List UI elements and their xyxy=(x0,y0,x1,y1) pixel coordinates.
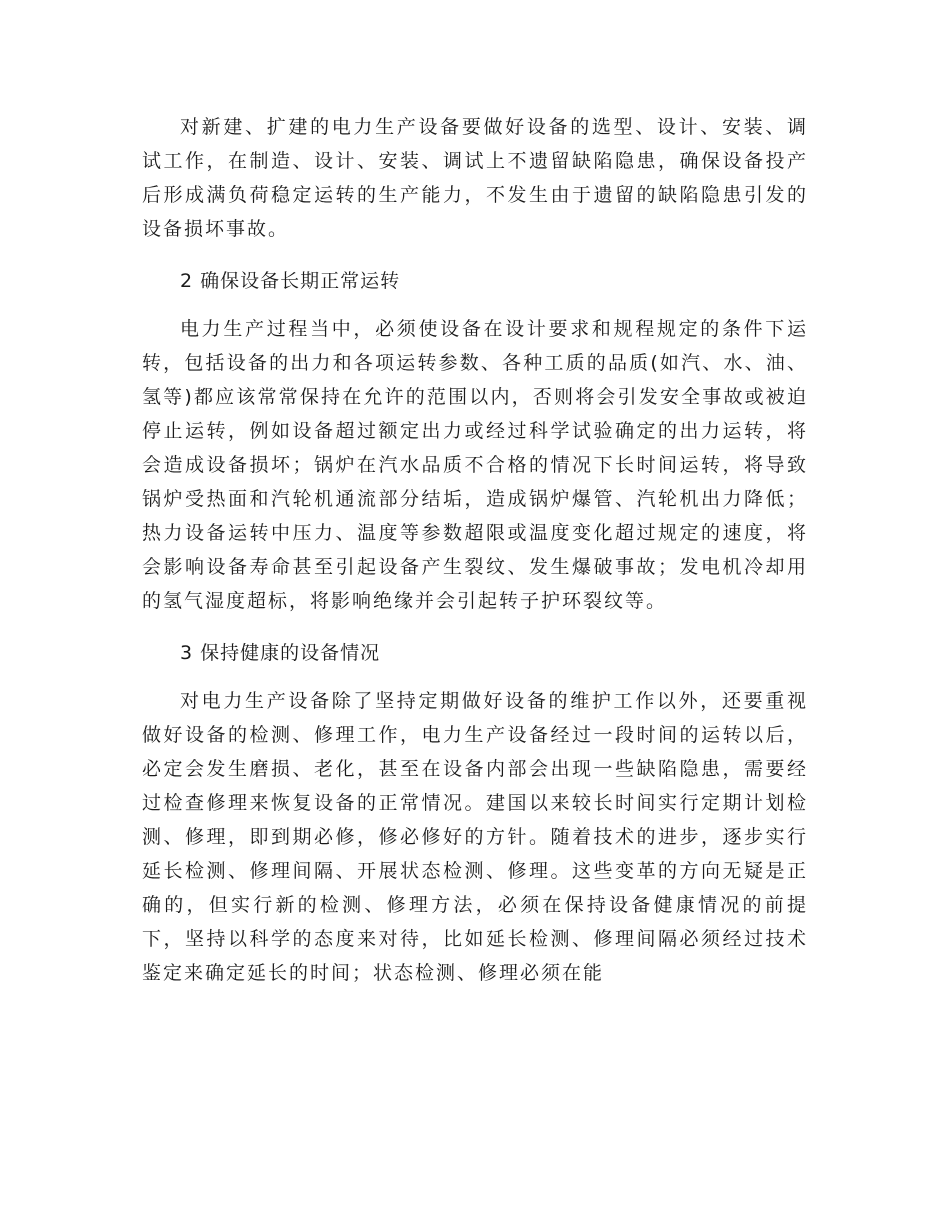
section-heading-3: 3 保持健康的设备情况 xyxy=(180,642,381,664)
section-heading-2: 2 确保设备长期正常运转 xyxy=(180,270,401,292)
paragraph-equipment-health: 对电力生产设备除了坚持定期做好设备的维护工作以外，还要重视做好设备的检测、修理工作，电力生产设备经过一段时间的运转以后，必定会发生磨损、老化，甚至在设备内部会出现一些缺陷隐患，需要经过检查修理来恢复设备的正常情况。建国以来较长时间实行定期计划检测、修理，即到期必修，修必修好的方针。随着技术的进步，逐步实行延长检测、修理间隔、开展状态检测、修理。这些变革的方向无疑是正确的，但实行新的检测、修理方法，必须在保持设备健康情况的前提下，坚持以科学的态度来对待，比如延长检测、修理间隔必须经过技术鉴定来确定延长的时间；状态检测、修理必须在能 xyxy=(142,690,808,984)
paragraph-equipment-selection: 对新建、扩建的电力生产设备要做好设备的选型、设计、安装、调试工作，在制造、设计、安装、调试上不遗留缺陷隐患，确保设备投产后形成满负荷稳定运转的生产能力，不发生由于遗留的缺陷隐患引发的设备损坏事故。 xyxy=(142,116,808,240)
paragraph-normal-operation: 电力生产过程当中，必须使设备在设计要求和规程规定的条件下运转，包括设备的出力和各项运转参数、各种工质的品质(如汽、水、油、氢等)都应该常常保持在允许的范围以内，否则将会引发安全事故或被迫停止运转，例如设备超过额定出力或经过科学试验确定的出力运转，将会造成设备损坏；锅炉在汽水品质不合格的情况下长时间运转，将导致锅炉受热面和汽轮机通流部分结垢，造成锅炉爆管、汽轮机出力降低；热力设备运转中压力、温度等参数超限或温度变化超过规定的速度，将会影响设备寿命甚至引起设备产生裂纹、发生爆破事故；发电机冷却用的氢气湿度超标，将影响绝缘并会引起转子护环裂纹等。 xyxy=(142,318,808,612)
